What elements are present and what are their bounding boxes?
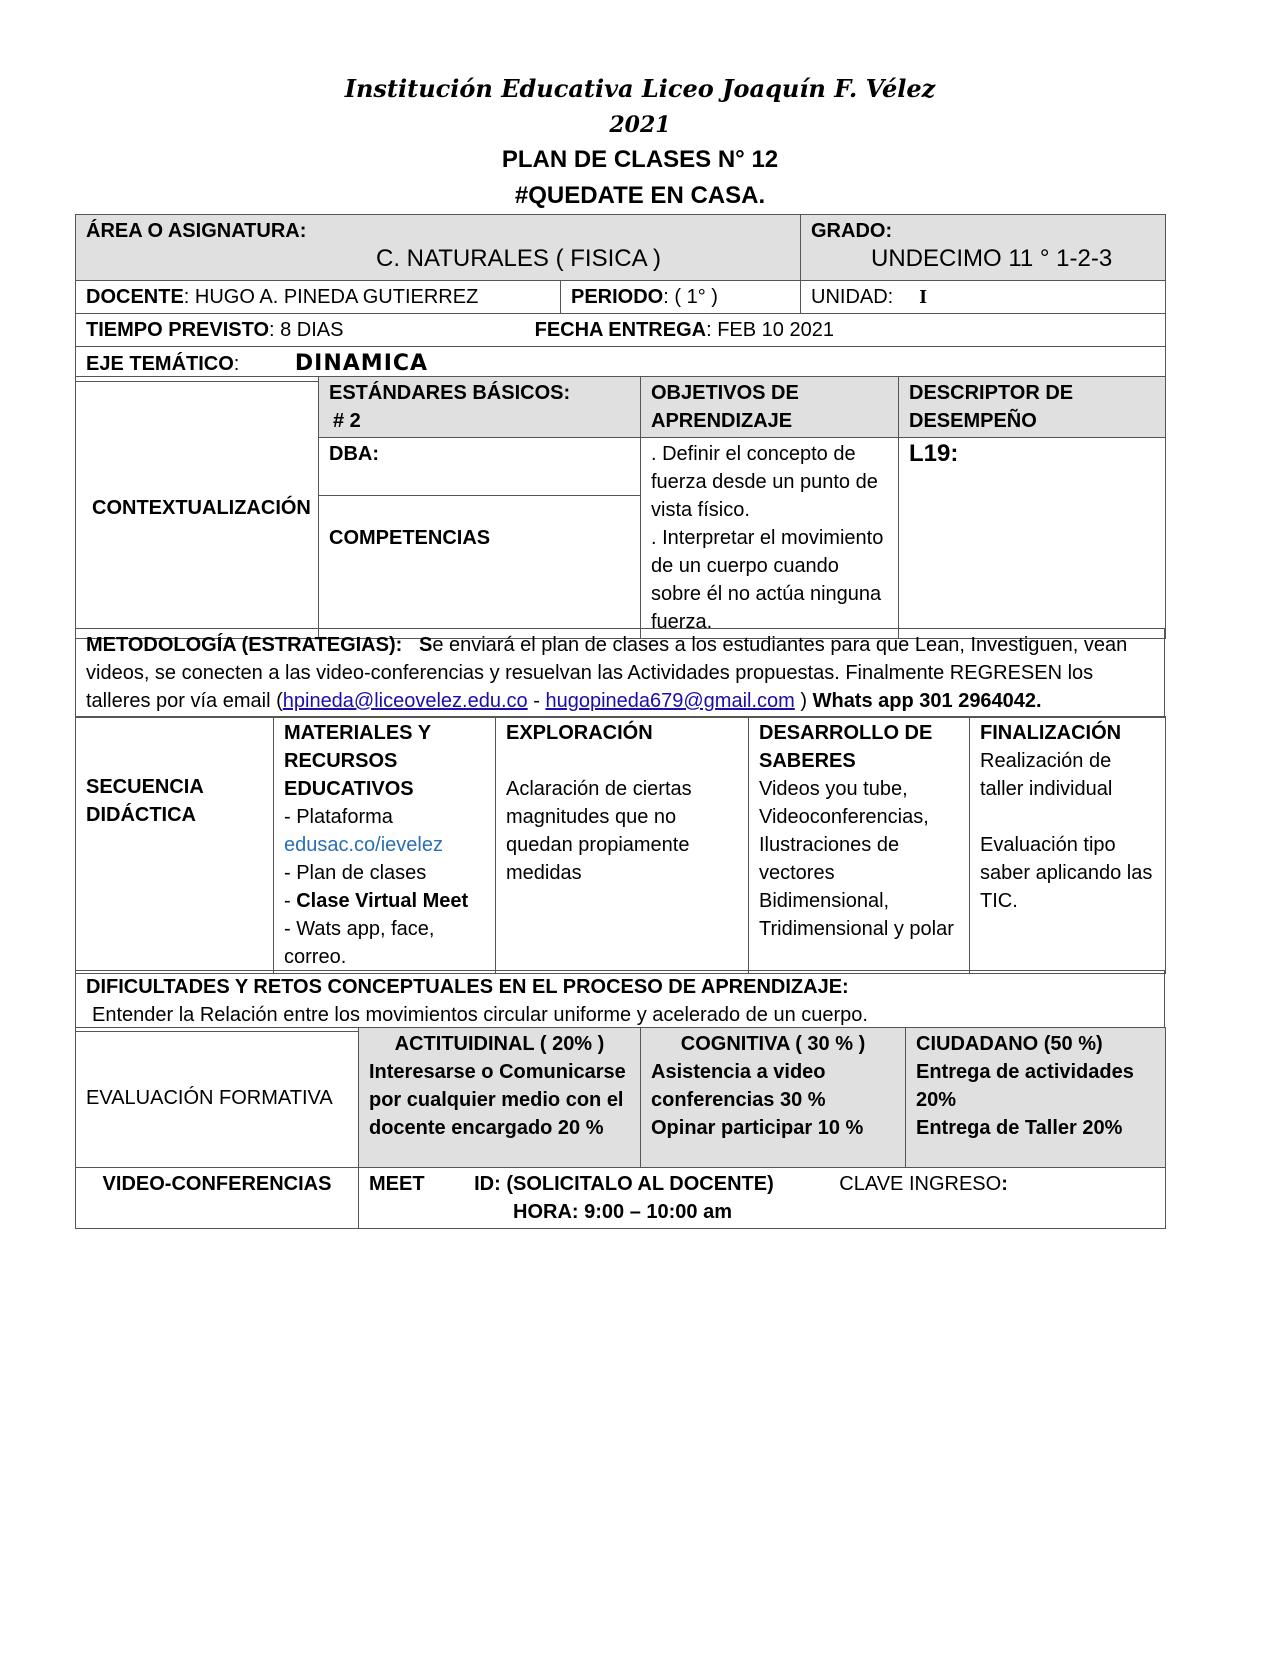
info-table [75,214,1166,382]
unidad-cell [801,281,1166,314]
dificultades-label: DIFICULTADES Y RETOS CONCEPTUALES EN EL PROCESO DE APRENDIZAJE: [86,976,849,998]
grado-value: UNDECIMO 11 ° 1-2-3 [871,245,1113,272]
periodo-cell [561,281,801,314]
institution-title: Institución Educativa Liceo Joaquín F. Vélez [344,74,936,103]
metodologia-text: e enviará el plan de clases a los estudiantes para que Lean, Investiguen, vean videos, se conecten a las video-conferencias y resuelvan las Actividades propuestas. Finalmente REGRESEN los talleres por vía email ( [86,634,1128,712]
email-link-2[interactable]: hugopineda679@gmail.com [545,690,795,712]
evaluacion-label: EVALUACIÓN FORMATIVA [76,1028,359,1168]
tiempo-value: : 8 DIAS [269,319,344,341]
meet-id: ID: (SOLICITALO AL DOCENTE) [474,1173,774,1195]
objetivos-text-1: . Definir el concepto de fuerza desde un punto de vista físico. [651,443,878,521]
finalizacion-text-2: Evaluación tipo saber aplicando las TIC. [980,834,1153,912]
metodologia-table [75,628,1165,718]
cognitiva-cell [641,1028,906,1168]
docente-value: : HUGO A. PINEDA GUTIERREZ [183,286,479,308]
metodologia-label: METODOLOGÍA (ESTRATEGIAS): [86,634,403,656]
metodologia-first-letter: S [418,634,433,656]
desarrollo-text: Videos you tube, Videoconferencias, Ilustraciones de vectores Bidimensional, Tridimensional y polar [759,778,954,940]
desarrollo-title: DESARROLLO DE SABERES [759,722,933,772]
objetivos-title: OBJETIVOS DE APRENDIZAJE [641,377,899,438]
material-plataforma: - Plataforma [284,806,393,828]
email-separator: - [527,690,546,712]
material-meet [284,887,485,915]
unidad-label: UNIDAD: [811,286,894,308]
ciudadano-line-2: Entrega de Taller 20% [916,1117,1123,1139]
whatsapp: Whats app 301 2964042. [812,690,1042,712]
ciudadano-cell [906,1028,1166,1168]
ciudadano-line-1: Entrega de actividades 20% [916,1061,1134,1111]
desarrollo-cell [749,717,970,974]
motto: #QUEDATE EN CASA. [514,182,766,209]
materiales-cell [274,717,496,974]
cognitiva-title: COGNITIVA ( 30 % ) [680,1033,866,1055]
email-close: ) [794,690,813,712]
ciudadano-title: CIUDADANO (50 %) [916,1033,1103,1055]
fecha-value: : FEB 10 2021 [706,319,834,341]
contextualizacion-label: CONTEXTUALIZACIÓN [76,377,319,639]
actitudinal-cell [359,1028,641,1168]
competencias-label: COMPETENCIAS [319,496,641,639]
exploracion-text: Aclaración de ciertas magnitudes que no quedan propiamente medidas [506,778,692,884]
meet-label: MEET [369,1173,425,1195]
docente-label: DOCENTE [86,286,184,308]
eje-colon: : [233,353,240,375]
actitudinal-title: ACTITUIDINAL ( 20% ) [394,1033,605,1055]
material-meet-dash: - [284,890,297,912]
year: 2021 [609,112,671,138]
grado-label: GRADO: [811,220,893,242]
exploracion-title: EXPLORACIÓN [506,722,653,744]
clave-colon: : [1001,1173,1008,1195]
metodologia-cell [76,629,1165,718]
exploracion-cell [496,717,749,974]
descriptor-title: DESCRIPTOR DE DESEMPEÑO [899,377,1166,438]
periodo-label: PERIODO [571,286,664,308]
eje-value: DINAMICA [294,351,429,376]
secuencia-table [75,716,1166,974]
periodo-value: : ( 1° ) [663,286,718,308]
materiales-title: MATERIALES Y RECURSOS EDUCATIVOS [284,722,431,800]
docente-cell [76,281,561,314]
tiempo-cell [76,314,1166,347]
descriptor-value: L19: [899,438,1166,639]
estandares-cell [319,377,641,438]
finalizacion-text-1: Realización de taller individual [980,750,1113,800]
area-label: ÁREA O ASIGNATURA: [86,220,307,242]
unidad-value: I [919,286,928,308]
area-cell [76,215,801,281]
grado-cell [801,215,1166,281]
video-label: VIDEO-CONFERENCIAS [76,1168,359,1229]
video-cell [359,1168,1166,1229]
material-meet-text: Clase Virtual Meet [296,890,469,912]
context-table [75,376,1166,639]
area-value: C. NATURALES ( FISICA ) [376,245,661,272]
actitudinal-text: Interesarse o Comunicarse por cualquier medio con el docente encargado 20 % [369,1061,626,1139]
material-link[interactable]: edusac.co/ievelez [284,834,443,856]
finalizacion-title: FINALIZACIÓN [980,722,1122,744]
objetivos-cell [641,438,899,639]
objetivos-text-2: . Interpretar el movimiento de un cuerpo cuando sobre él no actúa ninguna fuerza. [651,527,884,633]
dificultades-table [75,970,1165,1032]
meet-hora: HORA: 9:00 – 10:00 am [513,1201,732,1223]
eje-label: EJE TEMÁTICO [86,353,234,375]
finalizacion-cell [970,717,1166,974]
plan-title: PLAN DE CLASES N° 12 [501,146,779,173]
cognitiva-line-1: Asistencia a video conferencias 30 % [651,1061,826,1111]
estandares-num: # 2 [333,410,361,432]
tiempo-label: TIEMPO PREVISTO [86,319,269,341]
dba-label: DBA: [319,438,641,496]
clave-label: CLAVE INGRESO [839,1173,1002,1195]
evaluacion-table [75,1027,1166,1168]
dificultades-cell [76,971,1165,1032]
dificultades-text: Entender la Relación entre los movimientos circular uniforme y acelerado de un cuerpo. [92,1004,868,1026]
material-plan: - Plan de clases [284,862,427,884]
fecha-label: FECHA ENTREGA [534,319,707,341]
email-link-1[interactable]: hpineda@liceovelez.edu.co [282,690,528,712]
estandares-label: ESTÁNDARES BÁSICOS: [329,382,571,404]
material-wats: - Wats app, face, correo. [284,918,435,968]
cognitiva-line-2: Opinar participar 10 % [651,1117,864,1139]
secuencia-label: SECUENCIA DIDÁCTICA [76,717,274,974]
video-table [75,1167,1166,1229]
